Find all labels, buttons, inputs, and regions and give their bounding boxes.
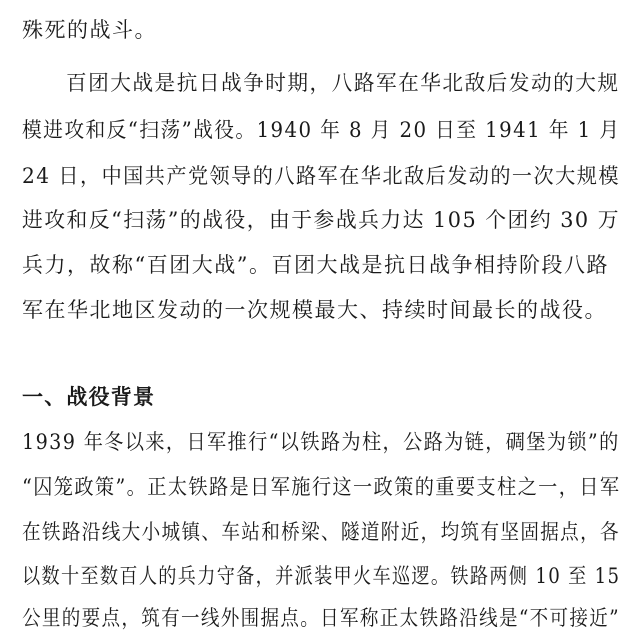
intro-line-4: 进攻和反“扫荡”的战役，由于参战兵力达 105 个团约 30 万: [22, 208, 621, 232]
section-line-1: 1939 年冬以来，日军推行“以铁路为柱，公路为链，碉堡为锁”的: [22, 430, 620, 454]
text-line-fragment: 殊死的战斗。: [22, 18, 157, 42]
intro-line-1: 百团大战是抗日战争时期，八路军在华北敌后发动的大规: [66, 71, 620, 95]
intro-line-6: 军在华北地区发动的一次规模最大、持续时间最长的战役。: [22, 298, 607, 322]
section-line-2: “囚笼政策”。正太铁路是日军施行这一政策的重要支柱之一，日军: [22, 475, 621, 499]
section-line-3: 在铁路沿线大小城镇、车站和桥梁、隧道附近，均筑有坚固据点，各: [22, 520, 620, 544]
intro-line-3: 24 日，中国共产党领导的八路军在华北敌后发动的一次大规模: [22, 164, 620, 188]
intro-line-5: 兵力，故称“百团大战”。百团大战是抗日战争相持阶段八路: [22, 253, 609, 277]
section-line-4: 以数十至数百人的兵力守备，并派装甲火车巡逻。铁路两侧 10 至 15: [22, 564, 621, 588]
section-heading: 一、战役背景: [22, 385, 156, 409]
section-line-5: 公里的要点，筑有一线外围据点。日军称正太铁路沿线是“不可接近”: [22, 606, 620, 630]
intro-line-2: 模进攻和反“扫荡”战役。1940 年 8 月 20 日至 1941 年 1 月: [22, 118, 621, 142]
